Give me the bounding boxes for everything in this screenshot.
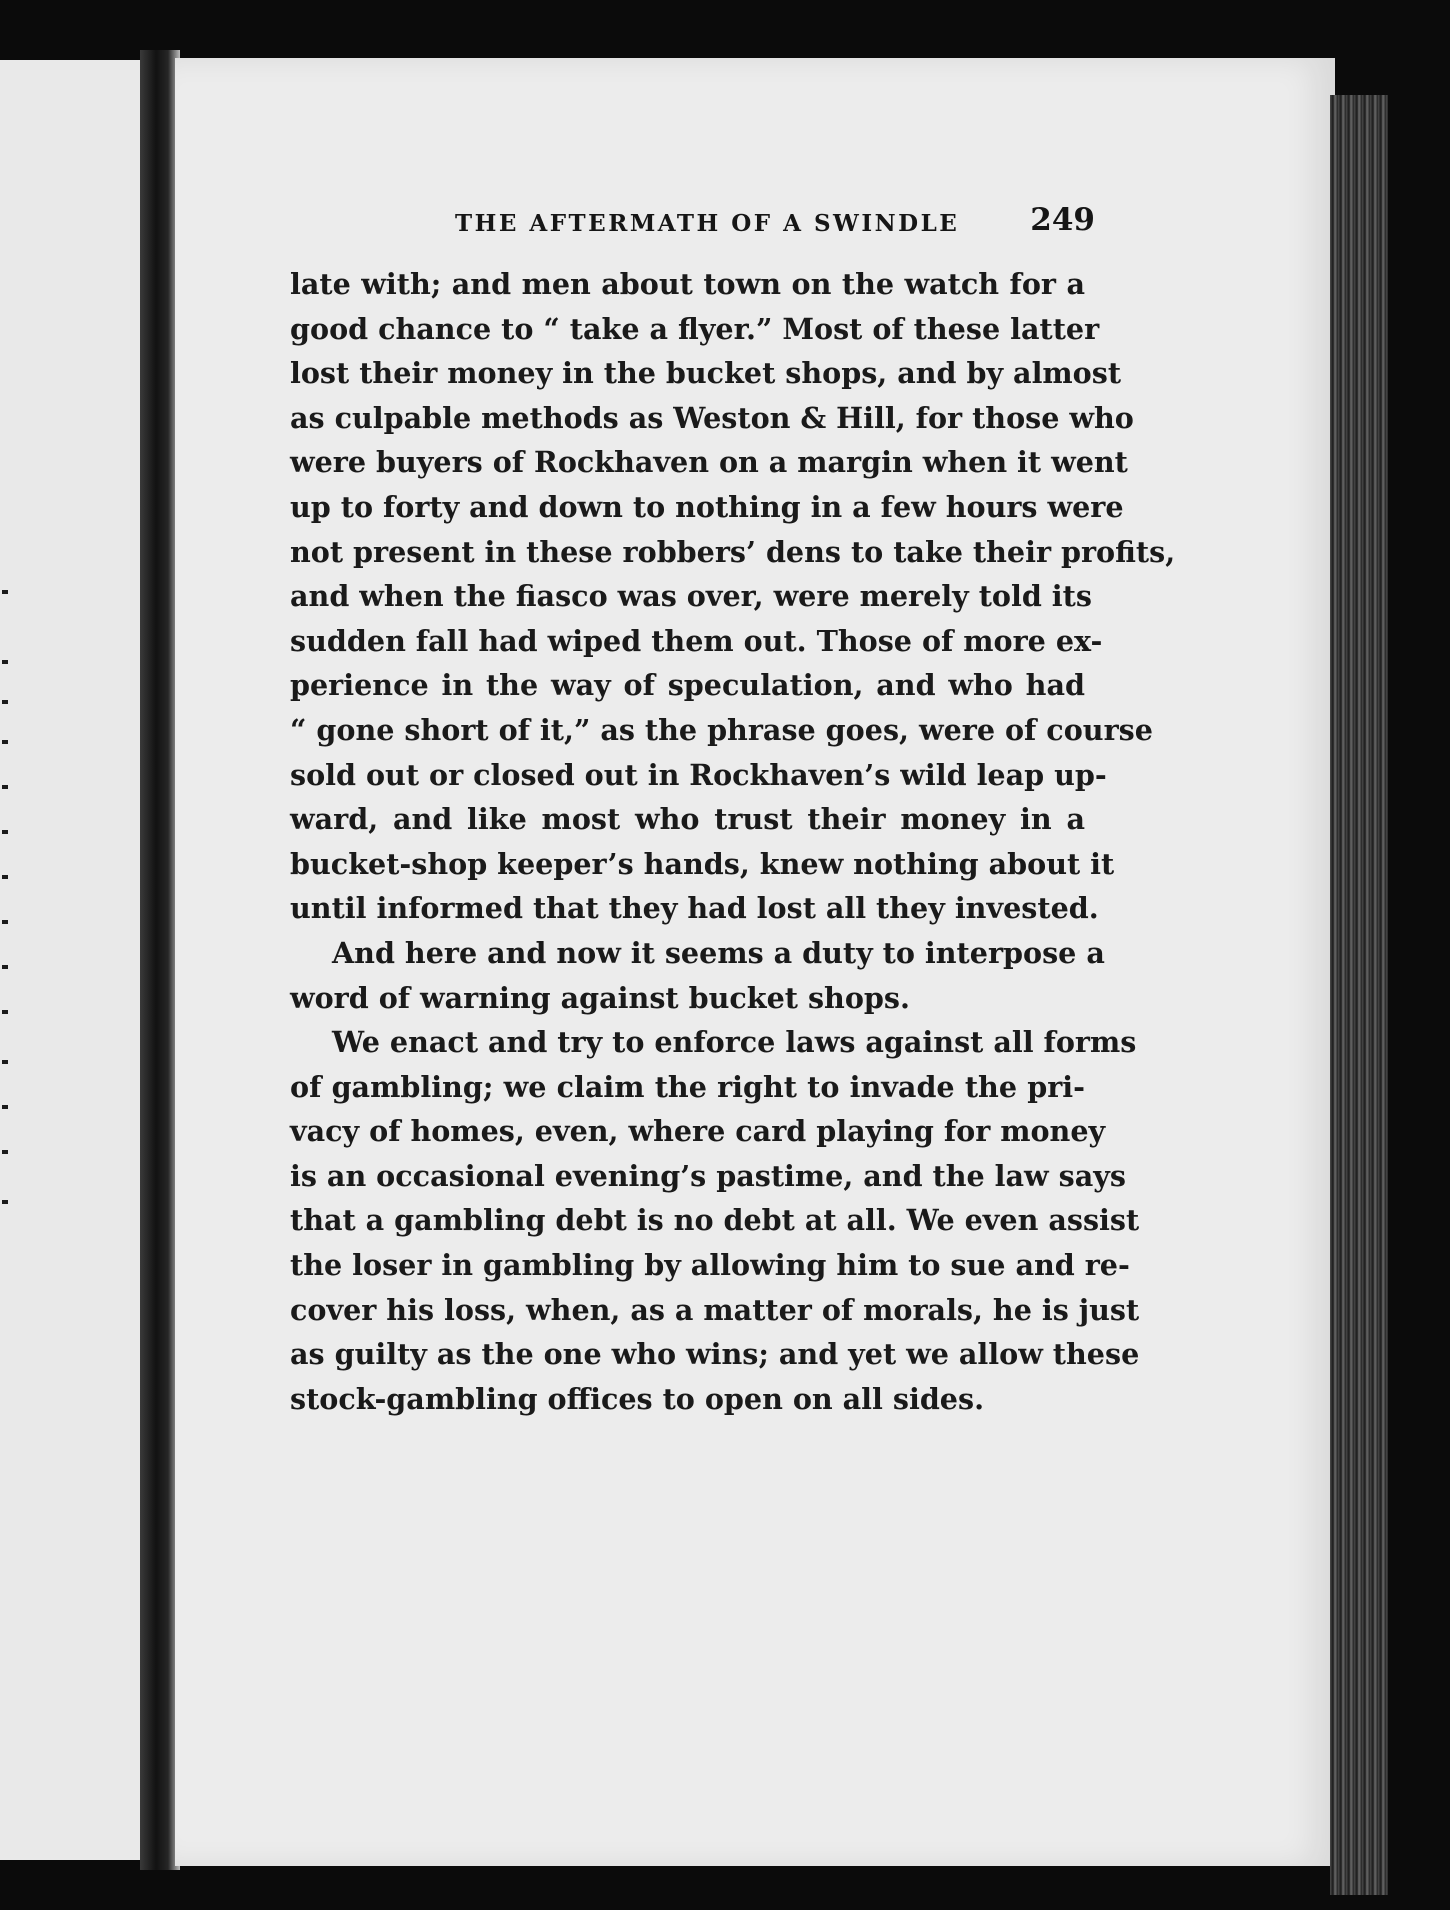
text-line: good chance to “ take a flyer.” Most of these latter bbox=[290, 311, 1100, 346]
text-line: sold out or closed out in Rockhaven’s wild leap up- bbox=[290, 757, 1107, 792]
previous-page-text-fragment bbox=[2, 660, 8, 664]
text-line: that a gambling debt is no debt at all. We even assist bbox=[290, 1203, 1140, 1238]
text-line: not present in these robbers’ dens to take their profits, bbox=[290, 534, 1176, 569]
text-line: late with; and men about town on the watch for a bbox=[290, 267, 1085, 301]
text-line: sudden fall had wiped them out. Those of more ex- bbox=[290, 623, 1103, 658]
previous-page-text-fragment bbox=[2, 1150, 8, 1154]
text-line: vacy of homes, even, where card playing for money bbox=[290, 1114, 1106, 1149]
text-line: lost their money in the bucket shops, and by almost bbox=[290, 356, 1122, 391]
text-line: word of warning against bucket shops. bbox=[290, 980, 910, 1015]
previous-page-text-fragment bbox=[2, 965, 8, 969]
text-line: the loser in gambling by allowing him to sue and re- bbox=[290, 1248, 1130, 1283]
previous-page-text-fragment bbox=[2, 1105, 8, 1109]
running-header bbox=[455, 202, 1095, 242]
running-title: THE AFTERMATH OF A SWINDLE bbox=[455, 210, 960, 237]
page-fore-edge bbox=[1330, 95, 1388, 1895]
text-line: of gambling; we claim the right to invade the pri- bbox=[290, 1069, 1085, 1104]
previous-page-text-fragment bbox=[2, 1010, 8, 1014]
text-line: until informed that they had lost all they invested. bbox=[290, 891, 1099, 926]
text-line: “ gone short of it,” as the phrase goes, were of course bbox=[290, 712, 1153, 747]
previous-page-text-fragment bbox=[2, 875, 8, 879]
text-line: and when the fiasco was over, were merely told its bbox=[290, 579, 1092, 614]
previous-page-text-fragment bbox=[2, 920, 8, 924]
previous-page-text-fragment bbox=[2, 700, 8, 704]
previous-page-text-fragment bbox=[2, 1200, 8, 1204]
text-line: And here and now it seems a duty to interpose a bbox=[332, 935, 1105, 970]
text-line: bucket-shop keeper’s hands, knew nothing about it bbox=[290, 846, 1115, 881]
text-line: as guilty as the one who wins; and yet we allow these bbox=[290, 1337, 1140, 1372]
body-text bbox=[290, 262, 1176, 1421]
previous-page-edge bbox=[0, 60, 151, 1860]
text-line: up to forty and down to nothing in a few hours were bbox=[290, 489, 1124, 524]
text-line: perience in the way of speculation, and who had bbox=[290, 668, 1085, 703]
page-number: 249 bbox=[1030, 202, 1095, 238]
book-gutter bbox=[140, 50, 180, 1870]
text-line: We enact and try to enforce laws against all forms bbox=[332, 1025, 1137, 1060]
text-line: were buyers of Rockhaven on a margin when it went bbox=[290, 445, 1128, 480]
text-line: cover his loss, when, as a matter of morals, he is just bbox=[290, 1292, 1140, 1327]
text-line: as culpable methods as Weston & Hill, for those who bbox=[290, 400, 1134, 435]
text-line: is an occasional evening’s pastime, and the law says bbox=[290, 1158, 1126, 1193]
previous-page-text-fragment bbox=[2, 830, 8, 834]
text-line: ward, and like most who trust their money in a bbox=[290, 802, 1085, 837]
previous-page-text-fragment bbox=[2, 1060, 8, 1064]
previous-page-text-fragment bbox=[2, 785, 8, 789]
previous-page-text-fragment bbox=[2, 740, 8, 744]
previous-page-text-fragment bbox=[2, 590, 8, 594]
text-line: stock-gambling offices to open on all sides. bbox=[290, 1381, 985, 1416]
